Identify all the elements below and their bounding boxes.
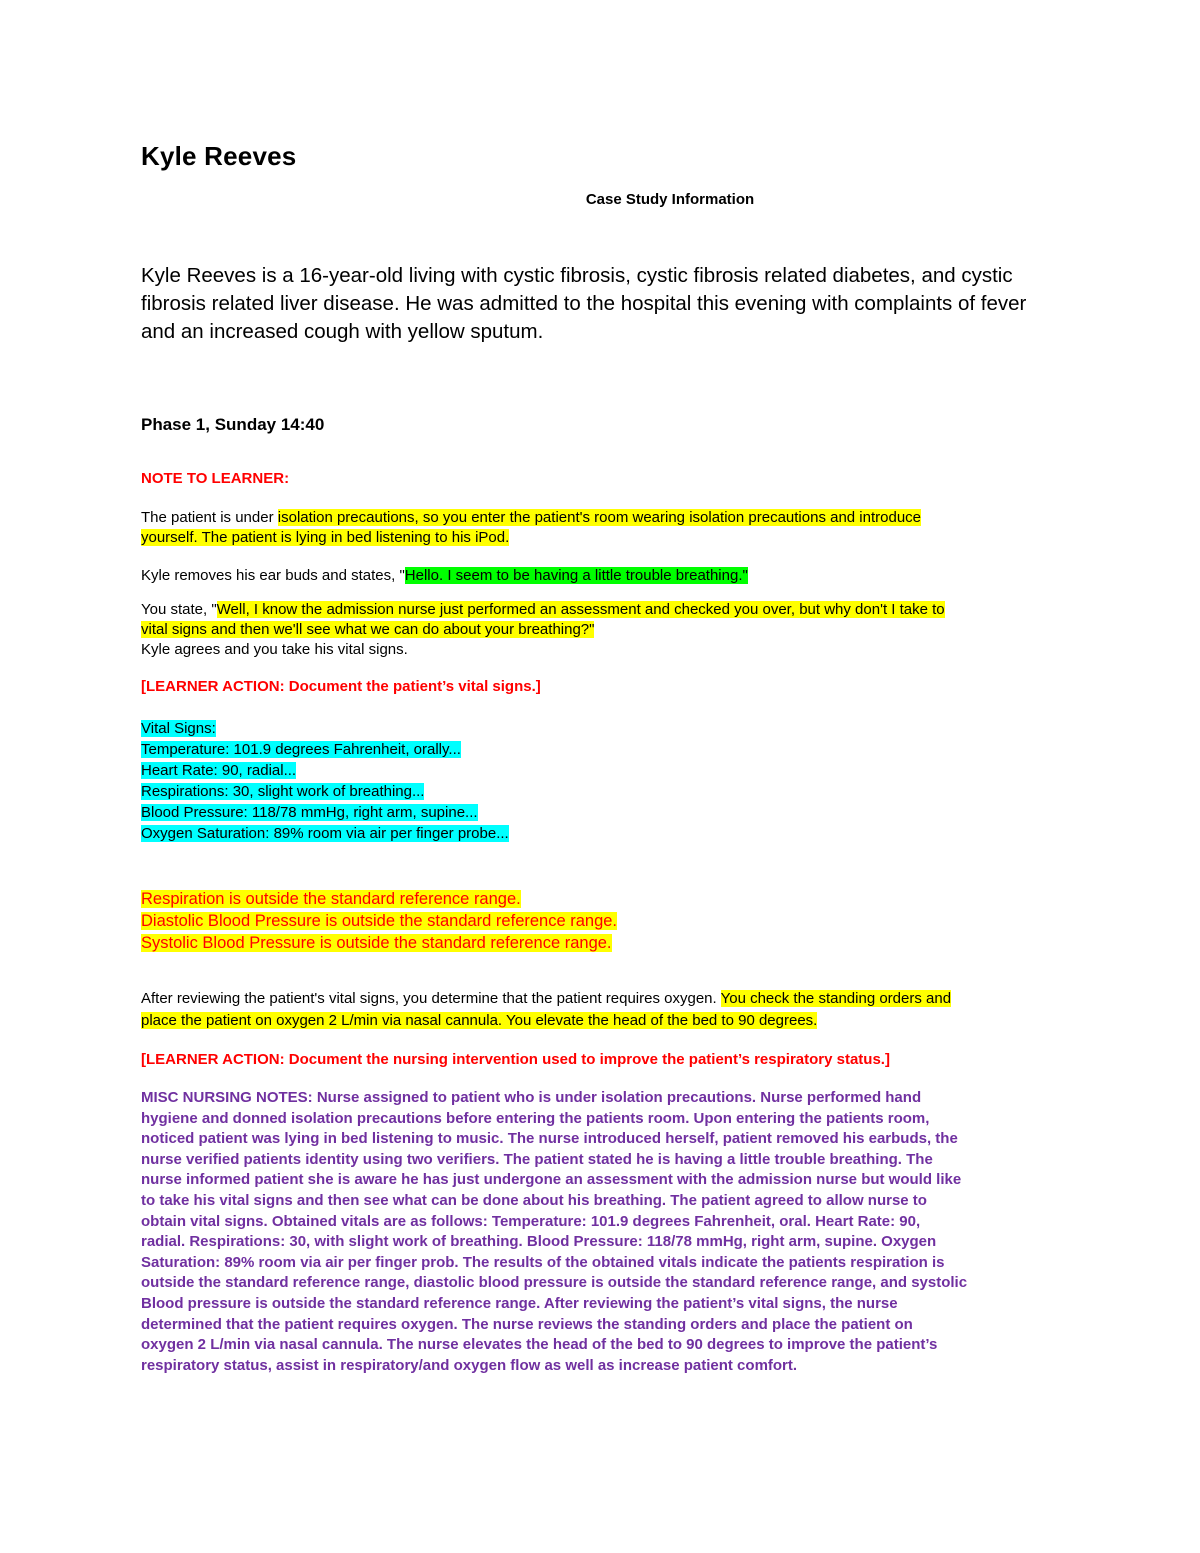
misc-notes-line: nurse verified patients identity using two verifiers. The patient stated he is having a little trouble breathing. The — [141, 1150, 933, 1168]
para-you-state-highlight: Well, I know the admission nurse just performed an assessment and checked you over, but why don't I take to — [216, 601, 945, 618]
misc-notes-line: to take his vital signs and then see what can be done about his breathing. The patient agreed to allow nurse to — [141, 1191, 927, 1209]
document-subtitle: Case Study Information — [585, 191, 755, 208]
note-to-learner-heading: NOTE TO LEARNER: — [141, 470, 290, 487]
vital-temperature: Temperature: 101.9 degrees Fahrenheit, orally... — [141, 741, 461, 758]
learner-action-vitals: [LEARNER ACTION: Document the patient’s vital signs.] — [141, 678, 541, 695]
misc-notes-line: noticed patient was lying in bed listening to music. The nurse introduced herself, patient removed his earbuds, the — [141, 1130, 958, 1148]
vital-oxygen-saturation: Oxygen Saturation: 89% room via air per finger probe... — [141, 825, 509, 842]
para-kyle-states-plain: Kyle removes his ear buds and states, " — [141, 567, 405, 584]
para-isolation-line1 — [141, 508, 921, 528]
misc-notes-line: oxygen 2 L/min via nasal cannula. The nurse elevates the head of the bed to 90 degrees to improve the patient’s — [141, 1336, 938, 1354]
para-kyle-agrees: Kyle agrees and you take his vital signs. — [141, 641, 408, 658]
para-oxygen-line2 — [141, 1011, 817, 1031]
misc-notes-line: Saturation: 89% room via air per finger prob. The results of the obtained vitals indicate the patients respiration is — [141, 1253, 945, 1271]
intro-paragraph: Kyle Reeves is a 16-year-old living with cystic fibrosis, cystic fibrosis related diabetes, and cystic fibrosis related liver disease. He was admitted to the hospital this evening with complaints of fever and an increased cough with yellow sputum. — [141, 264, 1027, 343]
para-isolation-line2 — [141, 528, 509, 548]
misc-notes-line: outside the standard reference range, diastolic blood pressure is outside the standard reference range, and systolic — [141, 1274, 968, 1292]
findings-list — [141, 888, 617, 954]
vital-signs-list — [141, 718, 509, 844]
finding-respiration: Respiration is outside the standard reference range. — [141, 890, 521, 908]
vital-respirations: Respirations: 30, slight work of breathing... — [141, 783, 425, 800]
learner-action-intervention: [LEARNER ACTION: Document the nursing intervention used to improve the patient’s respiratory status.] — [141, 1051, 890, 1068]
para-kyle-states — [141, 566, 748, 586]
misc-nursing-notes — [141, 1088, 1061, 1376]
para-oxygen-highlight-2: place the patient on oxygen 2 L/min via nasal cannula. You elevate the head of the bed to 90 degrees. — [141, 1012, 818, 1029]
finding-diastolic: Diastolic Blood Pressure is outside the standard reference range. — [141, 912, 618, 930]
para-you-state-line2 — [141, 620, 594, 640]
misc-notes-line: hygiene and donned isolation precautions before entering the patients room. Upon entering the patients room, — [141, 1109, 930, 1127]
document-title: Kyle Reeves — [141, 141, 297, 171]
misc-notes-line: nurse informed patient she is aware he has just undergone an assessment with the admission nurse but would like — [141, 1171, 962, 1189]
para-kyle-states-quote: Hello. I seem to be having a little trouble breathing." — [404, 567, 748, 584]
para-isolation-highlight-2: yourself. The patient is lying in bed listening to his iPod. — [141, 529, 510, 546]
para-oxygen-line1 — [141, 989, 951, 1009]
finding-systolic: Systolic Blood Pressure is outside the standard reference range. — [141, 934, 612, 952]
misc-notes-line: MISC NURSING NOTES: Nurse assigned to patient who is under isolation precautions. Nurse performed hand — [141, 1089, 922, 1106]
vital-signs-heading: Vital Signs: — [141, 720, 216, 737]
phase-heading: Phase 1, Sunday 14:40 — [141, 415, 325, 434]
para-oxygen-plain: After reviewing the patient's vital signs, you determine that the patient requires oxygen. — [141, 990, 721, 1007]
para-isolation-plain: The patient is under — [141, 509, 278, 526]
para-you-state-plain: You state, " — [141, 601, 217, 618]
misc-notes-line: respiratory status, assist in respiratory/and oxygen flow as well as increase patient comfort. — [141, 1356, 798, 1374]
vital-heart-rate: Heart Rate: 90, radial... — [141, 762, 297, 779]
misc-notes-line: obtain vital signs. Obtained vitals are as follows: Temperature: 101.9 degrees Fahrenheit, oral. Heart Rate: 90, — [141, 1212, 921, 1230]
para-you-state-line1 — [141, 600, 945, 620]
para-oxygen-highlight: You check the standing orders and — [720, 990, 952, 1007]
para-isolation-highlight: isolation precautions, so you enter the patient's room wearing isolation precautions and introduce — [277, 509, 922, 526]
misc-notes-line: determined that the patient requires oxygen. The nurse reviews the standing orders and place the patient on — [141, 1315, 913, 1333]
misc-notes-line: radial. Respirations: 30, with slight work of breathing. Blood Pressure: 118/78 mmHg, right arm, supine. Oxygen — [141, 1233, 937, 1251]
vital-blood-pressure: Blood Pressure: 118/78 mmHg, right arm, supine... — [141, 804, 478, 821]
misc-notes-line: Blood pressure is outside the standard reference range. After reviewing the patient’s vital signs, the nurse — [141, 1294, 898, 1312]
para-you-state-highlight-2: vital signs and then we'll see what we can do about your breathing?" — [141, 621, 595, 638]
